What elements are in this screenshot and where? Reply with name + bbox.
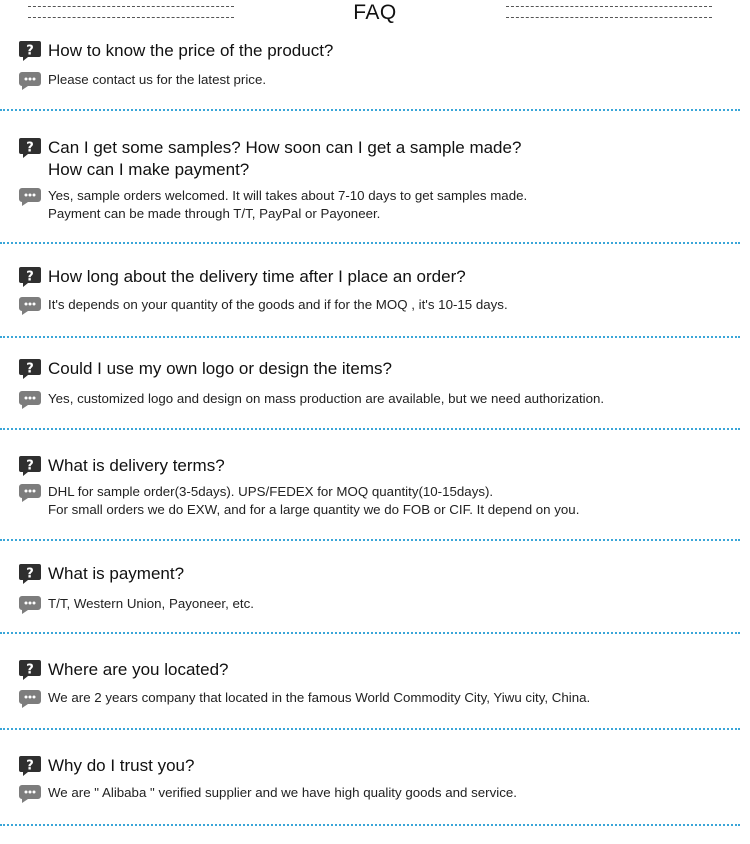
header-divider-right: [506, 6, 712, 18]
faq-answer: Yes, sample orders welcomed. It will takes about 7-10 days to get samples made. Payment can be made through T/T, PayPal or Payoneer.: [48, 188, 528, 221]
speech-bubble-icon: [18, 483, 42, 503]
question-bubble-icon: [18, 137, 42, 159]
faq-answer: We are 2 years company that located in the famous World Commodity City, Yiwu city, China.: [48, 690, 591, 705]
speech-bubble-icon: [18, 595, 42, 615]
faq-question-row: [18, 358, 742, 380]
svg-text:?: ?: [26, 458, 34, 474]
faq-answer-row: [18, 595, 742, 615]
faq-answer: DHL for sample order(3-5days). UPS/FEDEX for MOQ quantity(10-15days). For small orders we do EXW, and for a large quantity we do FOB or CIF. It depend on you.: [48, 484, 580, 517]
dotted-separator: [0, 242, 740, 244]
dotted-separator: [0, 632, 740, 634]
faq-answer: Please contact us for the latest price.: [48, 72, 267, 87]
dotted-separator: [0, 336, 740, 338]
question-bubble-icon: [18, 659, 42, 681]
question-bubble-icon: [18, 455, 42, 477]
question-bubble-icon: [18, 563, 42, 585]
svg-text:?: ?: [26, 662, 34, 678]
question-bubble-icon: [18, 755, 42, 777]
speech-bubble-icon: [18, 689, 42, 709]
faq-answer-row: [18, 187, 742, 223]
speech-bubble-icon: [18, 71, 42, 91]
faq-question: Why do I trust you?: [48, 756, 195, 775]
speech-bubble-icon: [18, 187, 42, 207]
faq-question-row: [18, 455, 742, 477]
faq-question: What is payment?: [48, 564, 185, 583]
faq-answer: We are " Alibaba " verified supplier and we have high quality goods and service.: [48, 785, 517, 800]
faq-question: Where are you located?: [48, 660, 229, 679]
faq-question: How to know the price of the product?: [48, 41, 334, 60]
svg-text:?: ?: [26, 361, 34, 377]
speech-bubble-icon: [18, 390, 42, 410]
faq-answer: T/T, Western Union, Payoneer, etc.: [48, 596, 254, 611]
speech-bubble-icon: [18, 296, 42, 316]
faq-question-row: [18, 755, 742, 777]
faq-question: How long about the delivery time after I place an order?: [48, 267, 466, 286]
svg-text:?: ?: [26, 269, 34, 285]
svg-text:?: ?: [26, 140, 34, 156]
faq-answer-row: [18, 296, 742, 316]
faq-question: What is delivery terms?: [48, 456, 225, 475]
faq-question: Could I use my own logo or design the items?: [48, 359, 392, 378]
faq-answer-row: [18, 483, 742, 519]
faq-answer-row: [18, 784, 742, 804]
dotted-separator: [0, 428, 740, 430]
faq-answer: It's depends on your quantity of the goods and if for the MOQ , it's 10-15 days.: [48, 297, 508, 312]
page-title: FAQ: [353, 1, 397, 24]
faq-answer-row: [18, 71, 742, 91]
question-bubble-icon: [18, 358, 42, 380]
svg-text:?: ?: [26, 758, 34, 774]
dotted-separator: [0, 109, 740, 111]
faq-question-row: [18, 659, 742, 681]
question-bubble-icon: [18, 266, 42, 288]
dotted-separator: [0, 728, 740, 730]
faq-question-row: [18, 266, 742, 288]
faq-question-row: [18, 40, 742, 62]
faq-header: [0, 0, 750, 30]
faq-answer-row: [18, 390, 742, 410]
dotted-separator: [0, 539, 740, 541]
faq-answer-row: [18, 689, 742, 709]
svg-text:?: ?: [26, 43, 34, 59]
speech-bubble-icon: [18, 784, 42, 804]
faq-question-row: [18, 137, 742, 181]
dotted-separator: [0, 824, 740, 826]
faq-question-row: [18, 563, 742, 585]
svg-text:?: ?: [26, 566, 34, 582]
question-bubble-icon: [18, 40, 42, 62]
faq-answer: Yes, customized logo and design on mass production are available, but we need authorization.: [48, 391, 605, 406]
faq-question: Can I get some samples? How soon can I get a sample made? How can I make payment?: [48, 138, 522, 179]
